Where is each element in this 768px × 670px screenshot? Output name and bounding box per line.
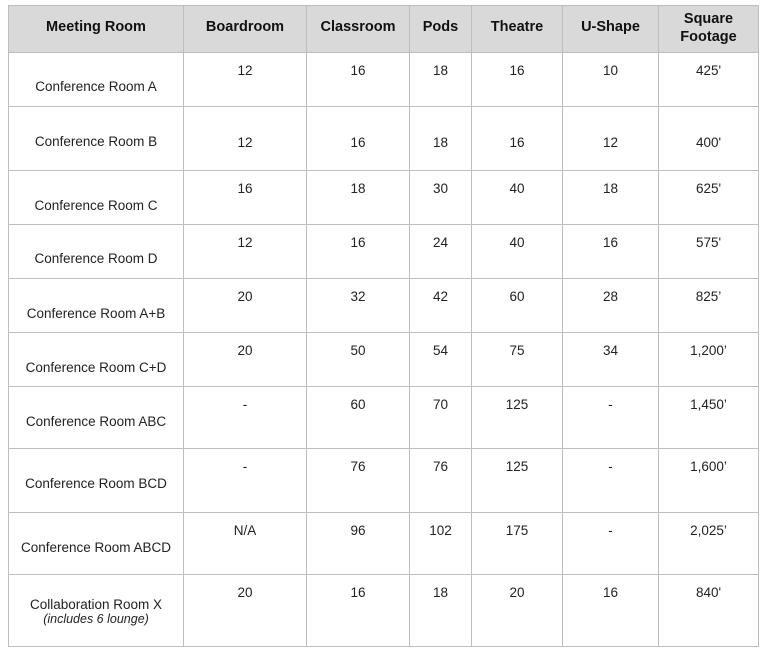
- square-footage-cell: [659, 449, 759, 513]
- pods-value: 24: [432, 235, 449, 250]
- u-shape-cell: [563, 387, 659, 449]
- classroom-cell: [307, 575, 410, 647]
- classroom-cell: [307, 107, 410, 171]
- pods-cell: [410, 171, 472, 225]
- classroom-value: 50: [350, 343, 366, 358]
- u-shape-cell: [563, 513, 659, 575]
- classroom-cell: [307, 53, 410, 107]
- square-footage-value: 840': [695, 585, 722, 600]
- boardroom-value: 20: [237, 289, 253, 304]
- square-footage-value: 625': [695, 181, 722, 196]
- u-shape-value: 12: [602, 135, 619, 150]
- square-footage-value: 1,200’: [690, 343, 727, 358]
- square-footage-cell: [659, 387, 759, 449]
- meeting-room-cell: [9, 279, 184, 333]
- pods-value: 30: [432, 181, 449, 196]
- table-row: [9, 279, 759, 333]
- room-name: Collaboration Room X: [29, 597, 163, 612]
- theatre-value: 16: [509, 63, 525, 78]
- table-row: [9, 575, 759, 647]
- theatre-cell: [472, 107, 563, 171]
- table-row: [9, 53, 759, 107]
- square-footage-cell: [659, 53, 759, 107]
- boardroom-cell: [184, 171, 307, 225]
- meeting-room-cell: [9, 171, 184, 225]
- square-footage-value: 825’: [695, 289, 722, 304]
- classroom-value: 60: [350, 397, 366, 412]
- theatre-value: 125: [505, 397, 529, 412]
- room-name: Conference Room BCD: [25, 476, 167, 491]
- square-footage-cell: [659, 107, 759, 171]
- u-shape-value: -: [608, 523, 613, 538]
- pods-cell: [410, 107, 472, 171]
- classroom-value: 18: [350, 181, 366, 196]
- table-row: [9, 387, 759, 449]
- square-footage-cell: [659, 171, 759, 225]
- u-shape-value: -: [608, 397, 613, 412]
- classroom-value: 16: [350, 135, 366, 150]
- column-header-u-shape: U-Shape: [563, 6, 659, 53]
- room-name: Conference Room A+B: [26, 306, 166, 321]
- u-shape-value: 34: [602, 343, 619, 358]
- u-shape-cell: [563, 107, 659, 171]
- room-name: Conference Room A: [35, 79, 157, 94]
- pods-cell: [410, 333, 472, 387]
- theatre-cell: [472, 387, 563, 449]
- table-row: [9, 171, 759, 225]
- theatre-cell: [472, 53, 563, 107]
- u-shape-value: -: [608, 459, 613, 474]
- pods-value: 42: [432, 289, 449, 304]
- table-body: [9, 53, 759, 647]
- u-shape-value: 18: [602, 181, 619, 196]
- theatre-cell: [472, 279, 563, 333]
- theatre-cell: [472, 449, 563, 513]
- pods-value: 70: [432, 397, 449, 412]
- u-shape-cell: [563, 225, 659, 279]
- boardroom-cell: [184, 387, 307, 449]
- pods-value: 18: [432, 63, 449, 78]
- classroom-cell: [307, 387, 410, 449]
- boardroom-cell: [184, 225, 307, 279]
- boardroom-cell: [184, 279, 307, 333]
- boardroom-cell: [184, 575, 307, 647]
- meeting-room-capacity-table: [8, 5, 759, 647]
- u-shape-value: 10: [602, 63, 619, 78]
- boardroom-value: 12: [237, 235, 253, 250]
- column-header-boardroom: Boardroom: [184, 6, 307, 53]
- theatre-cell: [472, 171, 563, 225]
- boardroom-value: 12: [237, 63, 253, 78]
- classroom-value: 16: [350, 235, 366, 250]
- square-footage-cell: [659, 279, 759, 333]
- u-shape-value: 16: [602, 585, 619, 600]
- room-name: Conference Room C: [34, 198, 158, 213]
- square-footage-cell: [659, 513, 759, 575]
- boardroom-cell: [184, 107, 307, 171]
- theatre-value: 40: [509, 235, 525, 250]
- u-shape-cell: [563, 449, 659, 513]
- column-header-meeting-room: Meeting Room: [9, 6, 184, 53]
- theatre-value: 175: [505, 523, 529, 538]
- boardroom-value: 20: [237, 585, 253, 600]
- meeting-room-cell: [9, 575, 184, 647]
- table-row: [9, 449, 759, 513]
- table-row: [9, 225, 759, 279]
- room-name: Conference Room ABCD: [20, 540, 172, 555]
- square-footage-cell: [659, 333, 759, 387]
- pods-cell: [410, 575, 472, 647]
- room-name: Conference Room ABC: [25, 414, 167, 429]
- theatre-value: 75: [509, 343, 525, 358]
- meeting-room-cell: [9, 513, 184, 575]
- boardroom-cell: [184, 513, 307, 575]
- pods-cell: [410, 387, 472, 449]
- u-shape-cell: [563, 171, 659, 225]
- classroom-value: 96: [350, 523, 366, 538]
- meeting-room-cell: [9, 107, 184, 171]
- theatre-value: 20: [509, 585, 525, 600]
- square-footage-cell: [659, 225, 759, 279]
- theatre-cell: [472, 333, 563, 387]
- room-note: (includes 6 lounge): [43, 612, 149, 626]
- square-footage-value: 1,600’: [690, 459, 727, 474]
- classroom-value: 16: [350, 585, 366, 600]
- room-name: Conference Room D: [34, 251, 158, 266]
- boardroom-cell: [184, 53, 307, 107]
- boardroom-value: 12: [237, 135, 253, 150]
- meeting-room-cell: [9, 387, 184, 449]
- classroom-value: 16: [350, 63, 366, 78]
- table-row: [9, 107, 759, 171]
- u-shape-value: 28: [602, 289, 619, 304]
- theatre-value: 16: [509, 135, 525, 150]
- pods-cell: [410, 513, 472, 575]
- column-header-classroom: Classroom: [307, 6, 410, 53]
- theatre-value: 40: [509, 181, 525, 196]
- u-shape-value: 16: [602, 235, 619, 250]
- theatre-cell: [472, 225, 563, 279]
- square-footage-value: 400': [695, 135, 722, 150]
- theatre-value: 60: [509, 289, 525, 304]
- pods-cell: [410, 279, 472, 333]
- pods-value: 102: [429, 523, 452, 538]
- theatre-cell: [472, 575, 563, 647]
- boardroom-cell: [184, 333, 307, 387]
- room-name: Conference Room B: [34, 134, 158, 149]
- room-name: Conference Room C+D: [25, 360, 167, 375]
- u-shape-cell: [563, 279, 659, 333]
- meeting-room-cell: [9, 333, 184, 387]
- square-footage-value: 425': [695, 63, 722, 78]
- square-footage-value: 1,450’: [690, 397, 727, 412]
- boardroom-cell: [184, 449, 307, 513]
- pods-value: 18: [432, 585, 449, 600]
- classroom-cell: [307, 171, 410, 225]
- table-row: [9, 513, 759, 575]
- classroom-value: 32: [350, 289, 366, 304]
- pods-value: 76: [432, 459, 449, 474]
- boardroom-value: N/A: [233, 523, 257, 538]
- classroom-value: 76: [350, 459, 366, 474]
- boardroom-value: -: [242, 397, 248, 412]
- table-row: [9, 333, 759, 387]
- classroom-cell: [307, 279, 410, 333]
- boardroom-value: 16: [237, 181, 253, 196]
- pods-cell: [410, 449, 472, 513]
- table-header-row: [9, 6, 759, 53]
- column-header-theatre: Theatre: [472, 6, 563, 53]
- pods-cell: [410, 225, 472, 279]
- pods-cell: [410, 53, 472, 107]
- meeting-room-cell: [9, 53, 184, 107]
- meeting-room-cell: [9, 225, 184, 279]
- u-shape-cell: [563, 575, 659, 647]
- theatre-value: 125: [505, 459, 529, 474]
- classroom-cell: [307, 513, 410, 575]
- classroom-cell: [307, 225, 410, 279]
- column-header-square-footage: Square Footage: [659, 6, 759, 53]
- square-footage-value: 2,025’: [690, 523, 727, 538]
- classroom-cell: [307, 333, 410, 387]
- u-shape-cell: [563, 333, 659, 387]
- u-shape-cell: [563, 53, 659, 107]
- pods-value: 18: [432, 135, 449, 150]
- square-footage-cell: [659, 575, 759, 647]
- boardroom-value: -: [242, 459, 248, 474]
- meeting-room-table-container: [8, 5, 759, 647]
- pods-value: 54: [432, 343, 449, 358]
- column-header-pods: Pods: [410, 6, 472, 53]
- square-footage-value: 575': [695, 235, 722, 250]
- classroom-cell: [307, 449, 410, 513]
- theatre-cell: [472, 513, 563, 575]
- meeting-room-cell: [9, 449, 184, 513]
- boardroom-value: 20: [237, 343, 253, 358]
